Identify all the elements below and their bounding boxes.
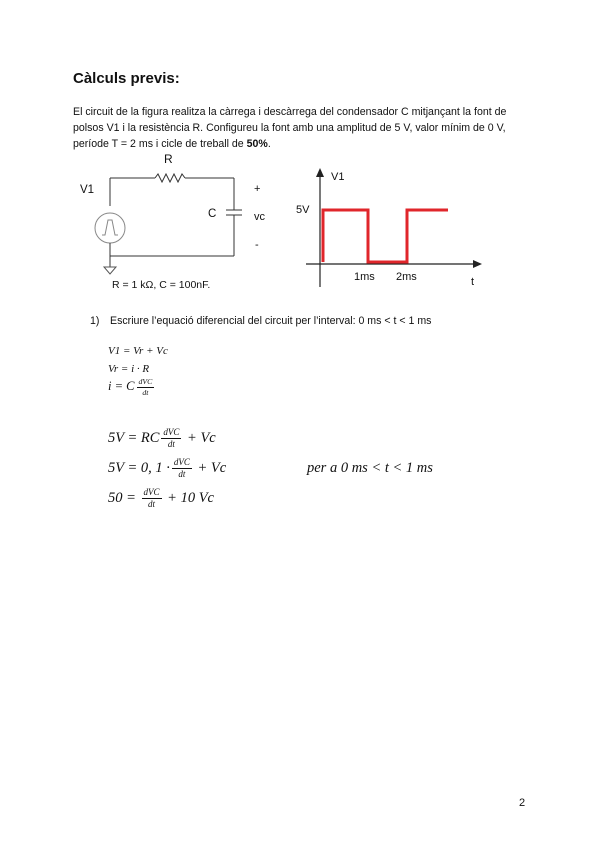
fraction-numerator: dVC bbox=[143, 487, 160, 497]
equation-step-1-right: + Vc bbox=[187, 429, 216, 446]
pulse-source-symbol bbox=[95, 213, 125, 243]
fraction-numerator: dVC bbox=[173, 457, 190, 467]
resistor-symbol bbox=[155, 174, 185, 182]
section-heading: Càlculs previs: bbox=[73, 70, 180, 87]
source-label: V1 bbox=[80, 184, 95, 196]
fraction-denominator: dt bbox=[167, 438, 175, 449]
fraction-dvc-dt bbox=[172, 458, 192, 479]
equation-step-1 bbox=[108, 428, 216, 449]
equation-step-1-left: 5V = RC bbox=[108, 429, 160, 446]
time-axis-label: t bbox=[471, 276, 475, 288]
waveform-y-label: V1 bbox=[331, 171, 345, 183]
tick-2ms-label: 2ms bbox=[396, 271, 417, 283]
equation-step-2 bbox=[108, 458, 226, 479]
equation-current bbox=[108, 378, 156, 397]
equation-step-2-right: + Vc bbox=[197, 459, 227, 476]
fraction-numerator: dVC bbox=[138, 377, 153, 386]
component-values: R = 1 kΩ, C = 100nF. bbox=[112, 279, 211, 290]
paragraph-line-3-end: . bbox=[267, 138, 271, 150]
page-number: 2 bbox=[519, 797, 526, 809]
y-axis-arrow-icon bbox=[316, 168, 324, 177]
fraction-dvc-dt bbox=[137, 378, 155, 397]
rc-circuit-diagram bbox=[70, 148, 280, 290]
interval-condition: per a 0 ms < t < 1 ms bbox=[307, 460, 433, 476]
fraction-denominator: dt bbox=[148, 498, 156, 509]
fraction-dvc-dt bbox=[161, 428, 181, 449]
amplitude-label: 5V bbox=[296, 204, 310, 216]
fraction-dvc-dt bbox=[142, 488, 162, 509]
paragraph-line-1: El circuit de la figura realitza la càrrega i descàrrega del condensador C mitjançant la font de bbox=[73, 106, 507, 118]
equation-kvl: V1 = Vr + Vc bbox=[108, 345, 168, 357]
equation-step-3-right: + 10 Vc bbox=[167, 489, 214, 506]
fraction-denominator: dt bbox=[142, 387, 149, 397]
fraction-denominator: dt bbox=[178, 468, 186, 479]
pulse-waveform-chart bbox=[290, 165, 490, 290]
question-number: 1) bbox=[90, 315, 100, 327]
ground-icon bbox=[104, 267, 116, 274]
fraction-numerator: dVC bbox=[163, 427, 180, 437]
paragraph-line-3-text: període T = 2 ms i cicle de treball de bbox=[73, 138, 247, 150]
pulse-waveform-line bbox=[323, 210, 448, 262]
duty-cycle-value: 50% bbox=[246, 138, 268, 150]
vc-label: vc bbox=[254, 211, 265, 223]
question-text: Escriure l’equació diferencial del circuit per l’interval: 0 ms < t < 1 ms bbox=[110, 315, 432, 327]
resistor-label: R bbox=[164, 152, 173, 166]
question-1 bbox=[90, 315, 431, 327]
equation-step-3 bbox=[108, 488, 214, 509]
tick-1ms-label: 1ms bbox=[354, 271, 375, 283]
pulse-wave-icon bbox=[102, 220, 118, 235]
equation-current-left: i = C bbox=[108, 379, 135, 394]
equation-step-3-left: 50 = bbox=[108, 489, 136, 506]
plus-sign: + bbox=[254, 183, 261, 195]
equation-step-2-left: 5V = 0, 1 · bbox=[108, 459, 170, 476]
capacitor-label: C bbox=[208, 208, 217, 220]
equation-ohm: Vr = i · R bbox=[108, 363, 150, 375]
x-axis-arrow-icon bbox=[473, 260, 482, 268]
intro-paragraph bbox=[73, 104, 529, 152]
paragraph-line-2: polsos V1 i la resistència R. Configureu la font amb una amplitud de 5 V, valor mínim de 0 V, bbox=[73, 122, 506, 134]
minus-sign: - bbox=[255, 239, 259, 251]
